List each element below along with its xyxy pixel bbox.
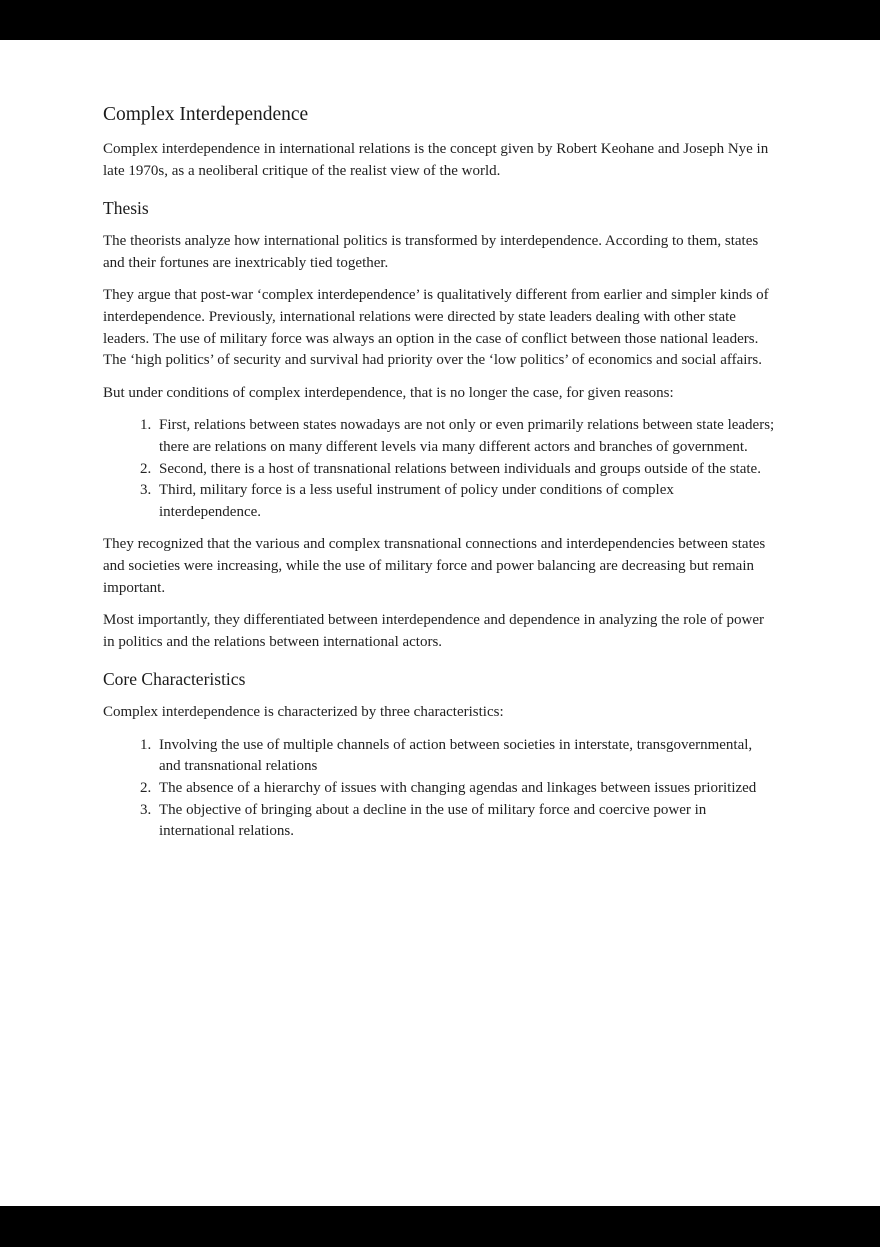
intro-paragraph: Complex interdependence in international relations is the concept given by Robert Keohane and Joseph Nye in late 1970s, as a neoliberal critique of the realist view of the world. [103, 141, 769, 179]
thesis-paragraph-4: They recognized that the various and complex transnational connections and interdependencies between states and societies were increasing, while the use of military force and power balancing are decreasing but remain important. [103, 536, 766, 596]
reasons-list-item: 2. Second, there is a host of transnational relations between individuals and groups outside of the state. [155, 459, 777, 481]
thesis-paragraph-1: The theorists analyze how international politics is transformed by interdependence. According to them, states and their fortunes are inextricably tied together. [103, 233, 759, 271]
thesis-paragraph-2: They argue that post-war ‘complex interdependence’ is qualitatively different from earlier and simpler kinds of interdependence. Previously, international relations were directed by state leaders dealing with other state leaders. The use of military force was always an option in the case of conflict between those national leaders. The ‘high politics’ of security and survival had priority over the ‘low politics’ of economics and social affairs. [103, 287, 769, 369]
reasons-list [103, 415, 777, 523]
core-intro-paragraph: Complex interdependence is characterized by three characteristics: [103, 704, 504, 721]
characteristics-list-item: 1. Involving the use of multiple channels of action between societies in interstate, transgovernmental, and transnational relations [155, 735, 777, 778]
document-title: Complex Interdependence [103, 104, 309, 125]
top-letterbox [0, 0, 880, 40]
core-characteristics-heading: Core Characteristics [103, 669, 246, 690]
characteristics-list-item: 3. The objective of bringing about a decline in the use of military force and coercive power in international relations. [155, 800, 777, 843]
bottom-letterbox [0, 1206, 880, 1247]
thesis-paragraph-5: Most importantly, they differentiated between interdependence and dependence in analyzing the role of power in politics and the relations between international actors. [103, 612, 764, 650]
characteristics-list [103, 735, 777, 843]
reasons-list-item: 1. First, relations between states nowadays are not only or even primarily relations between state leaders; there are relations on many different levels via many different actors and branches of government. [155, 415, 777, 458]
thesis-paragraph-3: But under conditions of complex interdependence, that is no longer the case, for given reasons: [103, 384, 674, 401]
document-page [0, 40, 880, 1206]
thesis-heading: Thesis [103, 198, 149, 219]
reasons-list-item: 3. Third, military force is a less useful instrument of policy under conditions of complex interdependence. [155, 480, 777, 523]
characteristics-list-item: 2. The absence of a hierarchy of issues with changing agendas and linkages between issues prioritized [155, 778, 777, 800]
